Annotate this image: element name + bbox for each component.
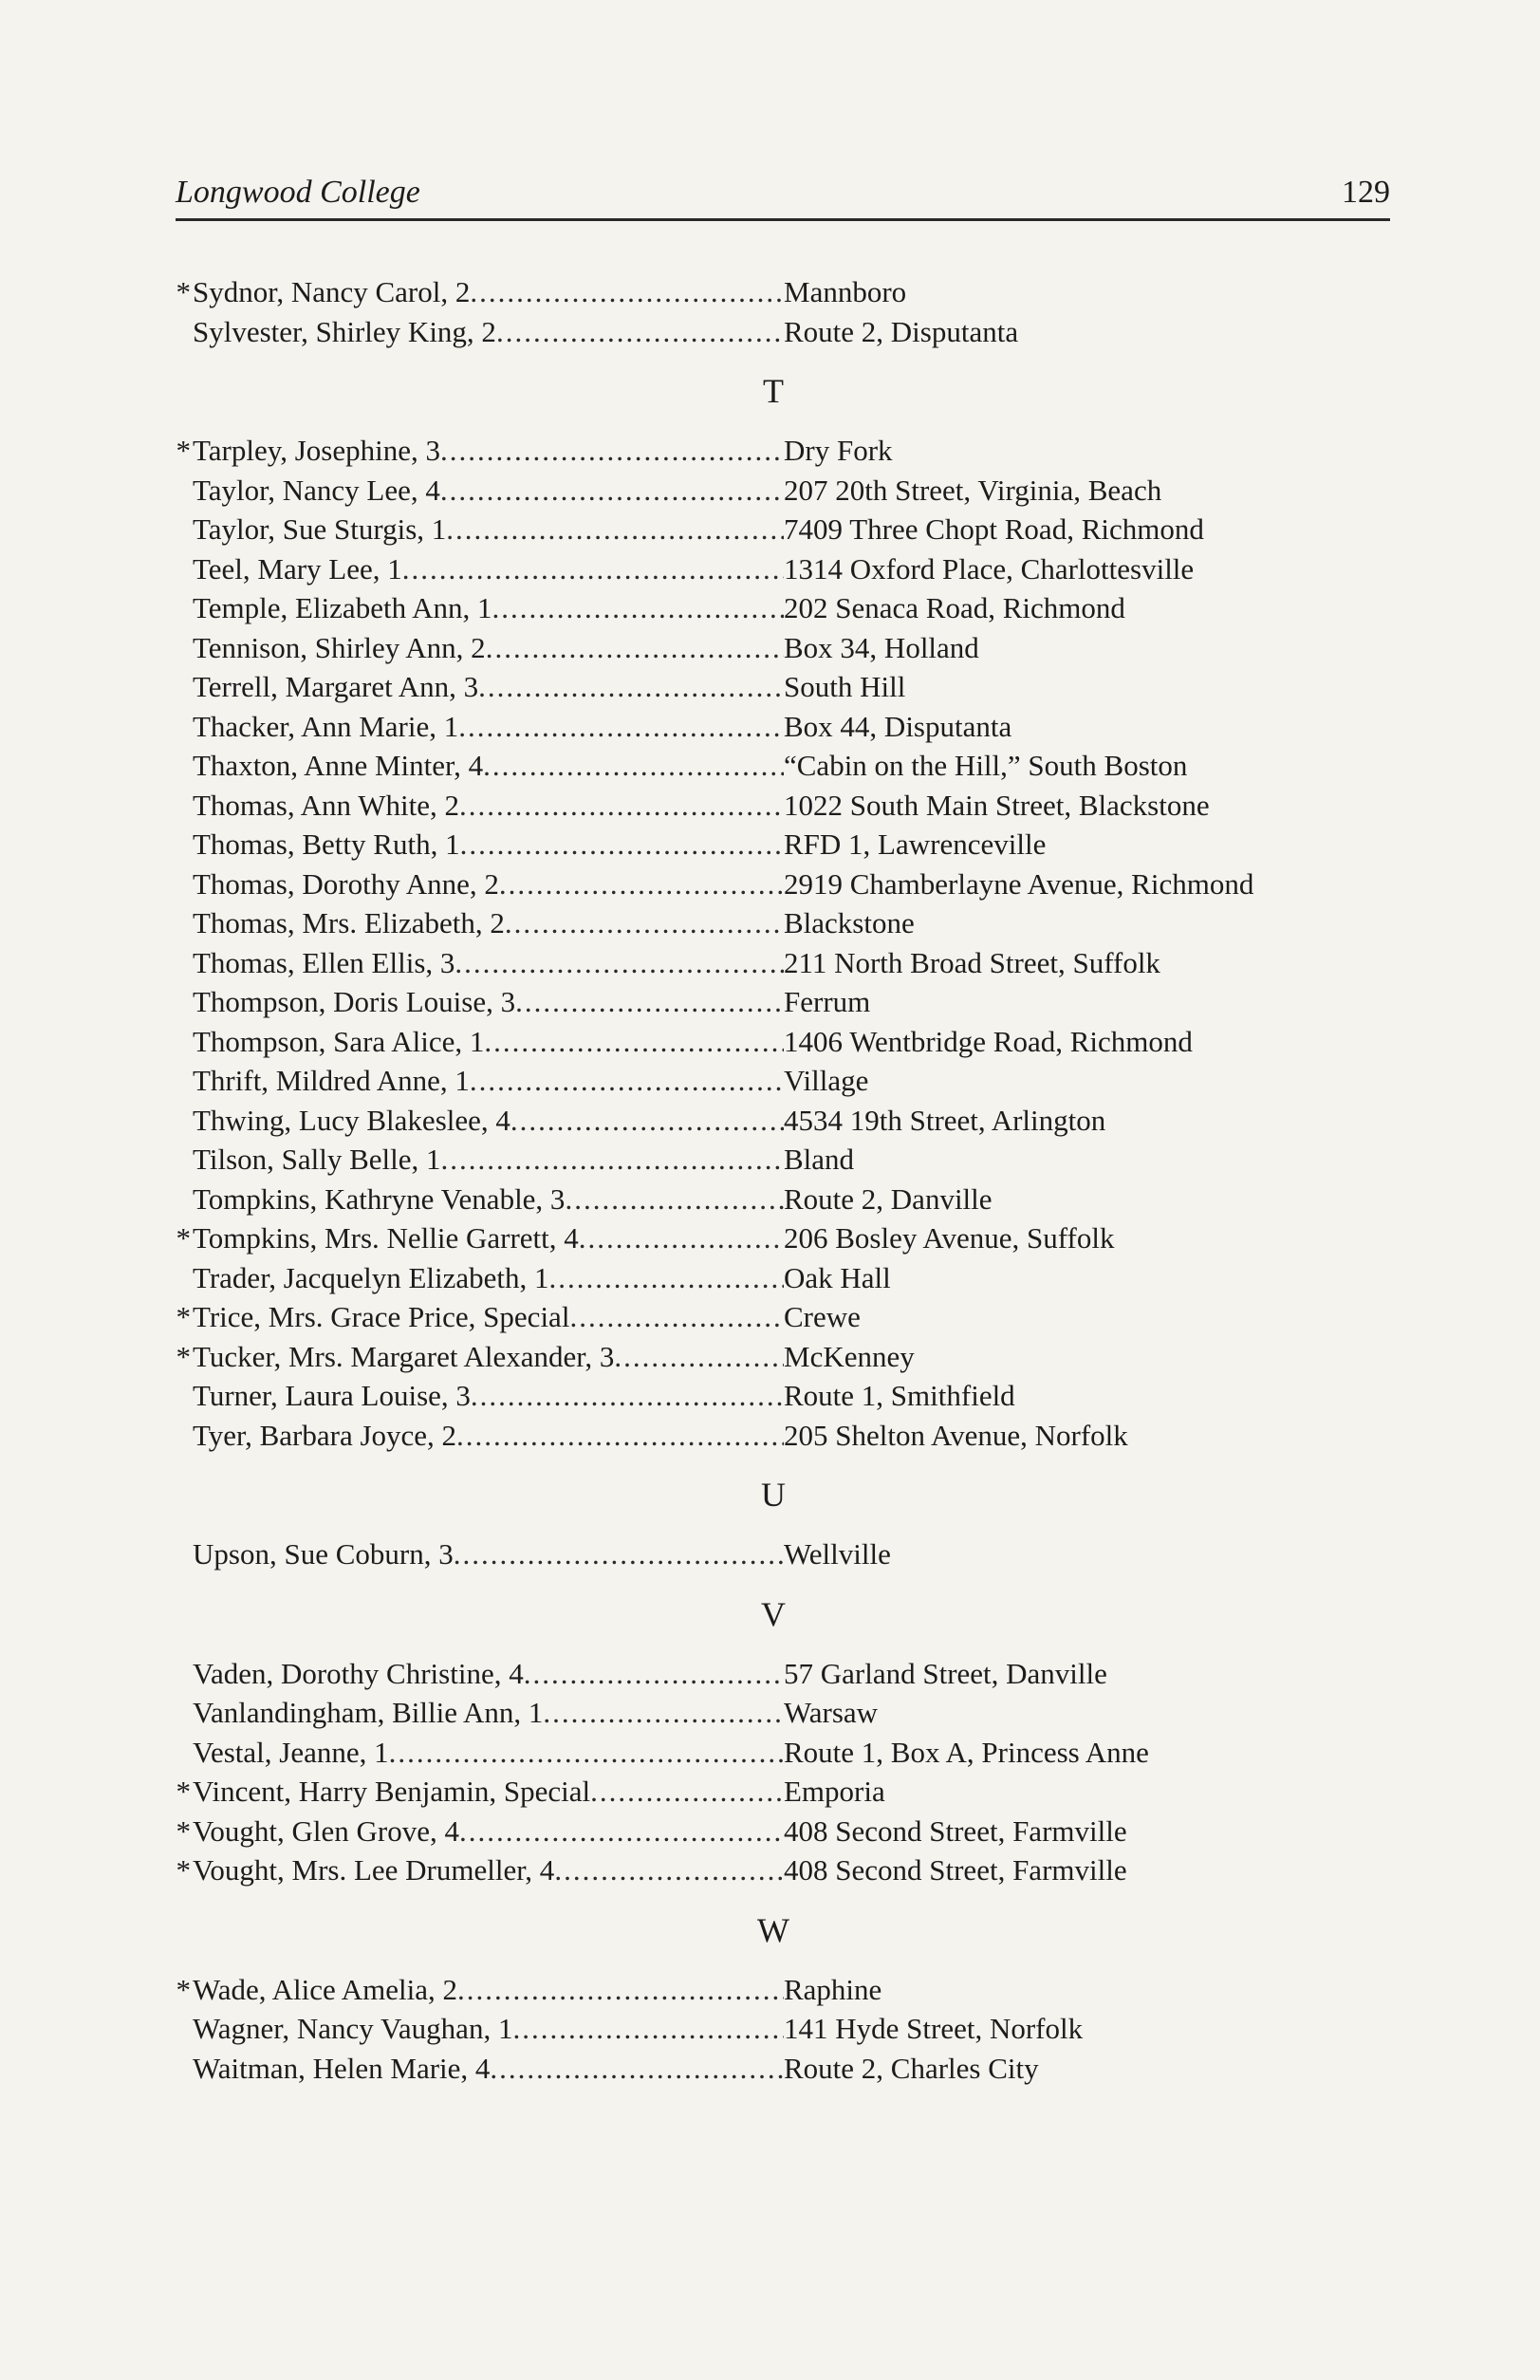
student-address: 408 Second Street, Farmville xyxy=(784,1853,1127,1887)
student-name: Sylvester, Shirley King, 2 xyxy=(193,314,496,348)
entry-name-leader xyxy=(193,903,784,943)
section-letter-heading: U xyxy=(761,1476,786,1514)
directory-entry xyxy=(176,1180,1409,1219)
directory-entry xyxy=(176,510,1409,549)
student-name: Turner, Laura Louise, 3 xyxy=(193,1379,471,1412)
dot-leader xyxy=(470,272,784,312)
student-address: South Hill xyxy=(784,670,906,703)
student-name: Vought, Glen Grove, 4 xyxy=(193,1813,459,1848)
entry-name-leader xyxy=(193,1416,784,1456)
student-address: Route 2, Disputanta xyxy=(784,314,1019,348)
dot-leader xyxy=(440,471,784,511)
entry-name-leader xyxy=(193,628,784,668)
student-name: Thomas, Mrs. Elizabeth, 2 xyxy=(193,906,505,939)
student-name: Thomas, Ellen Ellis, 3 xyxy=(193,945,455,979)
dot-leader xyxy=(456,1416,784,1456)
student-address: Mannboro xyxy=(784,275,907,308)
directory-listing xyxy=(176,272,1409,2088)
entry-name-leader xyxy=(193,1022,784,1062)
dot-leader xyxy=(486,628,784,668)
directory-entry xyxy=(176,1022,1409,1062)
directory-entry xyxy=(176,1416,1409,1456)
entry-name-leader xyxy=(193,746,784,786)
dot-leader xyxy=(457,1970,784,2010)
student-name: Vincent, Harry Benjamin, Special xyxy=(193,1775,591,1808)
student-address: 1022 South Main Street, Blackstone xyxy=(784,788,1210,822)
student-name: Thaxton, Anne Minter, 4 xyxy=(193,749,484,782)
student-name: Terrell, Margaret Ann, 3 xyxy=(193,670,479,703)
student-name: Trice, Mrs. Grace Price, Special xyxy=(193,1300,570,1333)
student-name: Tarpley, Josephine, 3 xyxy=(193,434,440,467)
dot-leader xyxy=(454,1534,784,1574)
directory-entry xyxy=(176,1693,1409,1733)
student-address: Crewe xyxy=(784,1300,861,1333)
student-name: Sydnor, Nancy Carol, 2 xyxy=(193,275,471,308)
entry-name-leader xyxy=(193,312,784,352)
student-address: Blackstone xyxy=(784,906,915,939)
dot-leader xyxy=(524,1654,784,1694)
student-name: Thompson, Doris Louise, 3 xyxy=(193,985,516,1018)
directory-entry xyxy=(176,2009,1409,2049)
directory-entry xyxy=(176,2049,1409,2089)
entry-name-leader xyxy=(193,510,784,549)
page-header xyxy=(176,169,1390,221)
dot-leader xyxy=(402,549,784,589)
entry-name-leader xyxy=(193,2049,784,2089)
dot-leader xyxy=(441,1140,784,1180)
student-name: Thompson, Sara Alice, 1 xyxy=(193,1024,485,1058)
student-name: Wagner, Nancy Vaughan, 1 xyxy=(193,2012,513,2045)
student-address: Emporia xyxy=(784,1775,885,1808)
asterisk-marker: * xyxy=(176,1339,191,1373)
entry-name-leader xyxy=(193,943,784,983)
dot-leader xyxy=(496,312,784,352)
entry-name-leader xyxy=(193,272,784,312)
directory-entry xyxy=(176,1297,1409,1337)
entry-name-leader xyxy=(193,1101,784,1141)
entry-name-leader xyxy=(193,786,784,826)
dot-leader xyxy=(549,1258,784,1298)
entry-name-leader xyxy=(193,588,784,628)
student-address: Box 44, Disputanta xyxy=(784,709,1012,743)
dot-leader xyxy=(455,943,784,983)
student-address: Wellville xyxy=(784,1537,891,1571)
student-address: 205 Shelton Avenue, Norfolk xyxy=(784,1418,1128,1452)
directory-entry xyxy=(176,272,1409,312)
dot-leader xyxy=(471,1376,784,1416)
directory-entry xyxy=(176,312,1409,352)
entry-name-leader xyxy=(193,549,784,589)
dot-leader xyxy=(543,1693,784,1733)
entry-name-leader xyxy=(193,1180,784,1219)
student-name: Tilson, Sally Belle, 1 xyxy=(193,1143,441,1176)
dot-leader xyxy=(478,667,784,707)
student-name: Tompkins, Kathryne Venable, 3 xyxy=(193,1181,566,1216)
student-address: McKenney xyxy=(784,1339,915,1373)
dot-leader xyxy=(505,903,784,943)
directory-entry xyxy=(176,628,1409,668)
student-address: Ferrum xyxy=(784,985,871,1018)
student-name: Tucker, Mrs. Margaret Alexander, 3 xyxy=(193,1339,615,1373)
directory-entry xyxy=(176,1654,1409,1694)
dot-leader xyxy=(590,1772,784,1812)
entry-name-leader xyxy=(193,1061,784,1101)
student-name: Upson, Sue Coburn, 3 xyxy=(193,1537,454,1571)
entry-name-leader xyxy=(193,1140,784,1180)
directory-entry xyxy=(176,1140,1409,1180)
dot-leader xyxy=(458,707,784,747)
student-name: Vought, Mrs. Lee Drumeller, 4 xyxy=(193,1853,555,1887)
student-name: Thacker, Ann Marie, 1 xyxy=(193,709,459,743)
student-address: Route 2, Danville xyxy=(784,1181,993,1216)
directory-entry xyxy=(176,431,1409,471)
entry-name-leader xyxy=(193,1733,784,1773)
student-address: 211 North Broad Street, Suffolk xyxy=(784,945,1160,979)
student-address: Box 34, Holland xyxy=(784,630,979,664)
directory-entry xyxy=(176,1101,1409,1141)
dot-leader xyxy=(492,588,785,628)
directory-entry xyxy=(176,1812,1409,1851)
student-name: Vaden, Dorothy Christine, 4 xyxy=(193,1656,524,1690)
student-name: Tompkins, Mrs. Nellie Garrett, 4 xyxy=(193,1221,579,1255)
dot-leader xyxy=(446,510,784,549)
directory-entry xyxy=(176,1337,1409,1377)
student-name: Taylor, Nancy Lee, 4 xyxy=(193,473,440,507)
entry-name-leader xyxy=(193,1218,784,1258)
directory-entry xyxy=(176,1970,1409,2010)
student-name: Thrift, Mildred Anne, 1 xyxy=(193,1064,470,1097)
directory-entry xyxy=(176,549,1409,589)
directory-entry xyxy=(176,1258,1409,1298)
student-name: Taylor, Sue Sturgis, 1 xyxy=(193,512,447,546)
student-address: 202 Senaca Road, Richmond xyxy=(784,591,1125,624)
student-address: 1314 Oxford Place, Charlottesville xyxy=(784,551,1195,586)
dot-leader xyxy=(459,786,784,826)
entry-name-leader xyxy=(193,471,784,511)
dot-leader xyxy=(483,746,784,786)
running-title: Longwood College xyxy=(176,175,420,210)
directory-entry xyxy=(176,786,1409,826)
entry-name-leader xyxy=(193,1376,784,1416)
dot-leader xyxy=(579,1218,784,1258)
student-address: Route 1, Box A, Princess Anne xyxy=(784,1735,1149,1769)
dot-leader xyxy=(499,865,784,904)
student-name: Thomas, Ann White, 2 xyxy=(193,788,459,822)
student-name: Thwing, Lucy Blakeslee, 4 xyxy=(193,1103,510,1137)
student-address: 2919 Chamberlayne Avenue, Richmond xyxy=(784,866,1254,901)
student-name: Thomas, Betty Ruth, 1 xyxy=(193,827,460,861)
directory-entry xyxy=(176,1061,1409,1101)
entry-name-leader xyxy=(193,825,784,865)
student-address: Route 2, Charles City xyxy=(784,2051,1039,2085)
entry-name-leader xyxy=(193,1693,784,1733)
dot-leader xyxy=(470,1061,784,1101)
dot-leader xyxy=(460,825,784,865)
student-name: Vanlandingham, Billie Ann, 1 xyxy=(193,1696,544,1729)
dot-leader xyxy=(484,1022,784,1062)
directory-entry xyxy=(176,982,1409,1022)
asterisk-marker: * xyxy=(176,1775,191,1808)
entry-name-leader xyxy=(193,1970,784,2010)
student-address: 7409 Three Chopt Road, Richmond xyxy=(784,512,1204,546)
page-number: 129 xyxy=(1342,175,1390,210)
directory-entry xyxy=(176,1733,1409,1773)
student-name: Temple, Elizabeth Ann, 1 xyxy=(193,591,492,624)
entry-name-leader xyxy=(193,707,784,747)
dot-leader xyxy=(389,1733,784,1773)
section-letter-heading: V xyxy=(761,1594,786,1633)
student-name: Tennison, Shirley Ann, 2 xyxy=(193,630,486,664)
asterisk-marker: * xyxy=(176,1813,191,1848)
dot-leader xyxy=(565,1180,784,1219)
directory-entry xyxy=(176,865,1409,904)
entry-name-leader xyxy=(193,1297,784,1337)
student-address: 206 Bosley Avenue, Suffolk xyxy=(784,1221,1115,1255)
dot-leader xyxy=(459,1812,784,1851)
student-address: 57 Garland Street, Danville xyxy=(784,1656,1107,1690)
entry-name-leader xyxy=(193,1258,784,1298)
directory-entry xyxy=(176,667,1409,707)
entry-name-leader xyxy=(193,865,784,904)
section-letter-heading: T xyxy=(763,372,784,410)
entry-name-leader xyxy=(193,1654,784,1694)
asterisk-marker: * xyxy=(176,275,191,308)
dot-leader xyxy=(490,2049,784,2089)
entry-name-leader xyxy=(193,1850,784,1890)
entry-name-leader xyxy=(193,1812,784,1851)
student-address: Oak Hall xyxy=(784,1260,891,1294)
entry-name-leader xyxy=(193,1772,784,1812)
dot-leader xyxy=(440,431,784,471)
section-letter-heading: W xyxy=(757,1910,789,1949)
directory-entry xyxy=(176,943,1409,983)
student-name: Vestal, Jeanne, 1 xyxy=(193,1735,389,1769)
student-name: Wade, Alice Amelia, 2 xyxy=(193,1972,457,2006)
student-address: Dry Fork xyxy=(784,434,893,467)
student-address: “Cabin on the Hill,” South Boston xyxy=(784,749,1188,782)
dot-leader xyxy=(510,1101,784,1141)
directory-entry xyxy=(176,588,1409,628)
asterisk-marker: * xyxy=(176,1972,191,2006)
directory-entry xyxy=(176,1218,1409,1258)
student-address: 207 20th Street, Virginia, Beach xyxy=(784,473,1162,507)
asterisk-marker: * xyxy=(176,1853,191,1887)
directory-entry xyxy=(176,471,1409,511)
asterisk-marker: * xyxy=(176,434,191,467)
directory-entry xyxy=(176,825,1409,865)
directory-entry xyxy=(176,1772,1409,1812)
directory-entry xyxy=(176,1534,1409,1574)
student-address: 141 Hyde Street, Norfolk xyxy=(784,2012,1084,2045)
asterisk-marker: * xyxy=(176,1221,191,1255)
entry-name-leader xyxy=(193,667,784,707)
student-name: Tyer, Barbara Joyce, 2 xyxy=(193,1418,457,1452)
student-address: RFD 1, Lawrenceville xyxy=(784,827,1047,861)
student-address: Village xyxy=(784,1064,869,1097)
directory-entry xyxy=(176,707,1409,747)
entry-name-leader xyxy=(193,2009,784,2049)
student-address: Bland xyxy=(784,1143,855,1176)
student-name: Waitman, Helen Marie, 4 xyxy=(193,2051,491,2085)
student-name: Thomas, Dorothy Anne, 2 xyxy=(193,866,499,901)
dot-leader xyxy=(554,1850,784,1890)
entry-name-leader xyxy=(193,1337,784,1377)
student-address: Warsaw xyxy=(784,1696,879,1729)
entry-name-leader xyxy=(193,982,784,1022)
asterisk-marker: * xyxy=(176,1300,191,1333)
student-address: 4534 19th Street, Arlington xyxy=(784,1103,1106,1137)
student-address: 1406 Wentbridge Road, Richmond xyxy=(784,1024,1193,1058)
entry-name-leader xyxy=(193,431,784,471)
entry-name-leader xyxy=(193,1534,784,1574)
directory-entry xyxy=(176,746,1409,786)
dot-leader xyxy=(569,1297,784,1337)
dot-leader xyxy=(614,1337,784,1377)
student-name: Trader, Jacquelyn Elizabeth, 1 xyxy=(193,1260,549,1294)
student-address: Route 1, Smithfield xyxy=(784,1379,1015,1412)
student-name: Teel, Mary Lee, 1 xyxy=(193,551,402,586)
student-address: Raphine xyxy=(784,1972,882,2006)
dot-leader xyxy=(515,982,784,1022)
dot-leader xyxy=(512,2009,784,2049)
directory-entry xyxy=(176,1376,1409,1416)
directory-entry xyxy=(176,903,1409,943)
student-address: 408 Second Street, Farmville xyxy=(784,1813,1127,1848)
directory-entry xyxy=(176,1850,1409,1890)
